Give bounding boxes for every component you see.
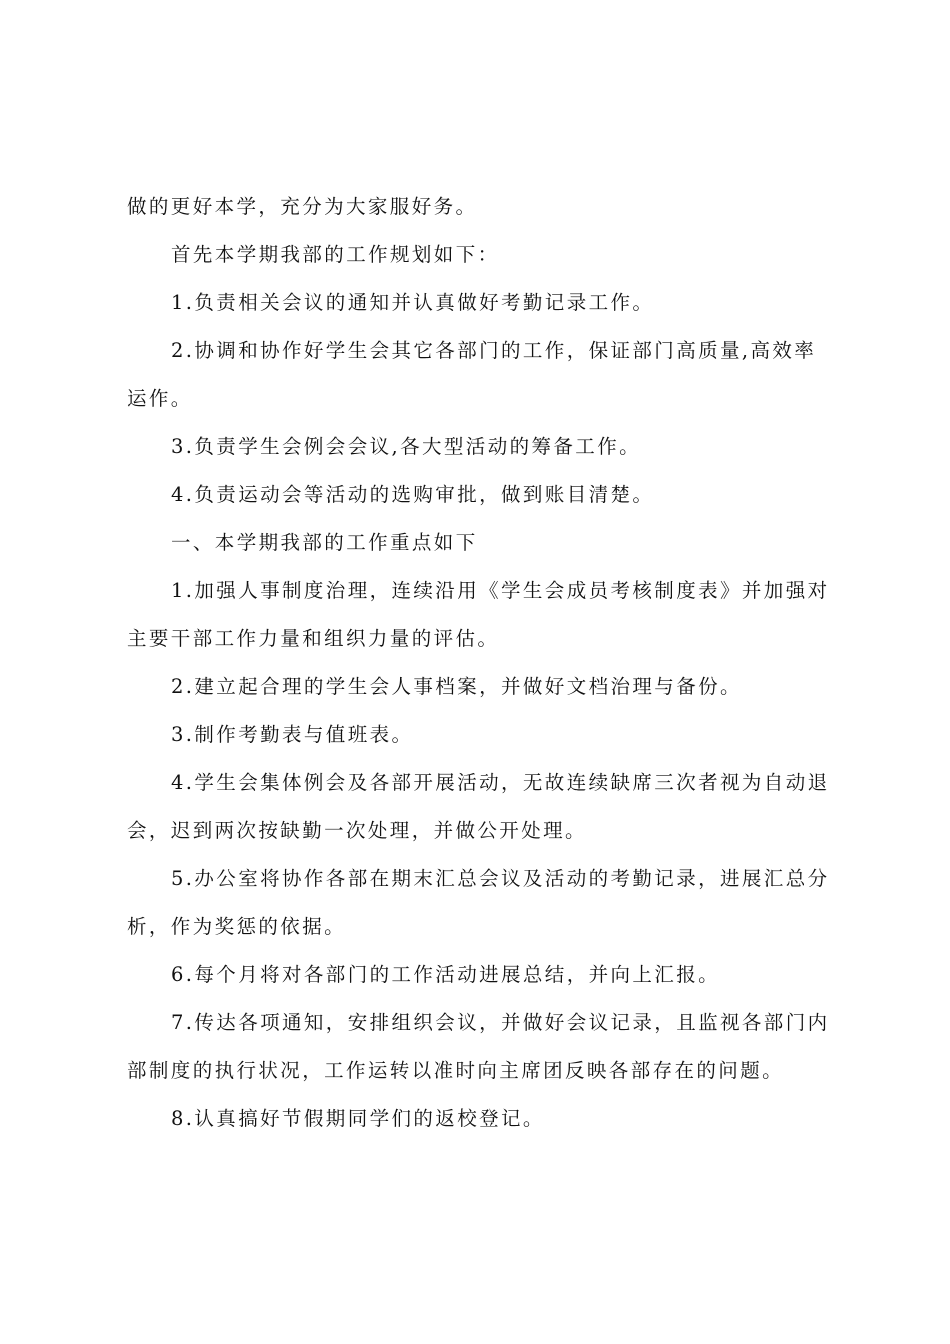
focus-item-5: 5.办公室将协作各部在期末汇总会议及活动的考勤记录，进展汇总分析，作为奖惩的依据。: [127, 867, 830, 938]
plan-item-1: 1.负责相关会议的通知并认真做好考勤记录工作。: [171, 291, 655, 314]
plan-item-3: 3.负责学生会例会会议,各大型活动的筹备工作。: [171, 435, 642, 458]
plan-item-4: 4.负责运动会等活动的选购审批，做到账目清楚。: [171, 483, 655, 506]
paragraph-intro: 首先本学期我部的工作规划如下：: [171, 243, 500, 266]
section-heading-focus: 一、本学期我部的工作重点如下: [171, 531, 478, 554]
focus-item-4: 4.学生会集体例会及各部开展活动，无故连续缺席三次者视为自动退会，迟到两次按缺勤一次处理，并做公开处理。: [127, 771, 830, 842]
document-body: [127, 183, 835, 1143]
focus-item-1: 1.加强人事制度治理，连续沿用《学生会成员考核制度表》并加强对主要干部工作力量和组织力量的评估。: [127, 579, 830, 650]
focus-item-2: 2.建立起合理的学生会人事档案，并做好文档治理与备份。: [171, 675, 742, 698]
focus-item-7: 7.传达各项通知，安排组织会议，并做好会议记录，且监视各部门内部制度的执行状况，工作运转以准时向主席团反映各部存在的问题。: [127, 1011, 830, 1082]
paragraph-continuation: 做的更好本学，充分为大家服好务。: [127, 195, 478, 218]
focus-item-6: 6.每个月将对各部门的工作活动进展总结，并向上汇报。: [171, 963, 721, 986]
plan-item-2: 2.协调和协作好学生会其它各部门的工作，保证部门高质量,高效率运作。: [127, 339, 817, 410]
focus-item-8: 8.认真搞好节假期同学们的返校登记。: [171, 1107, 545, 1130]
focus-item-3: 3.制作考勤表与值班表。: [171, 723, 414, 746]
